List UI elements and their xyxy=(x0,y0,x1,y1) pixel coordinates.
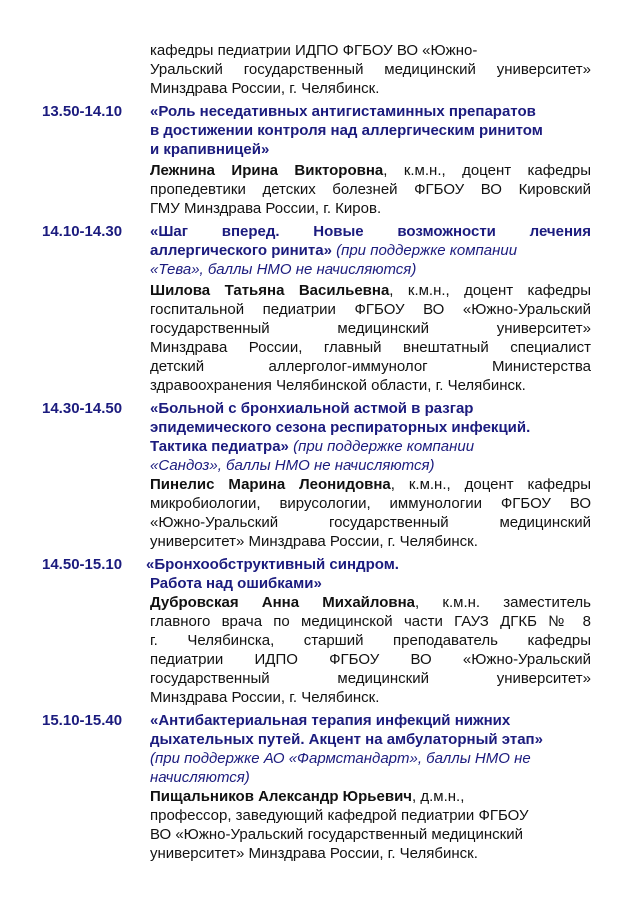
text-line xyxy=(150,376,591,395)
time-slot: 13.50-14.10 xyxy=(42,103,123,120)
text-line xyxy=(150,730,591,749)
speaker-details: кафедры педиатрии ИДПО ФГБОУ ВО «Южно- xyxy=(150,42,478,59)
talk-title: эпидемического сезона респираторных инфекций. xyxy=(150,419,531,436)
speaker-details: государственный медицинский университет» xyxy=(150,670,591,687)
text-line xyxy=(150,711,591,730)
speaker-details: университет» Минздрава России, г. Челябинск. xyxy=(150,533,478,550)
talk-title: дыхательных путей. Акцент на амбулаторный этап» xyxy=(150,731,543,748)
text-line xyxy=(150,825,591,844)
time-slot: 14.10-14.30 xyxy=(42,223,123,240)
speaker-details: профессор, заведующий кафедрой педиатрии ФГБОУ xyxy=(150,807,529,824)
text-line xyxy=(150,41,591,60)
text-line xyxy=(150,669,591,688)
text-line xyxy=(150,319,591,338)
text-line xyxy=(150,260,591,279)
speaker-details: пропедевтики детских болезней ФГБОУ ВО Кировский xyxy=(150,181,591,198)
speaker-details: , к.м.н., доцент кафедры xyxy=(383,162,591,179)
speaker-details: Минздрава России, г. Челябинск. xyxy=(150,80,380,97)
speaker-details: , к.м.н. заместитель xyxy=(415,594,591,611)
text-line xyxy=(150,338,591,357)
text-line xyxy=(150,300,591,319)
speaker-name: Шилова Татьяна Васильевна xyxy=(150,282,390,299)
speaker-details: Минздрава России, главный внештатный специалист xyxy=(150,339,591,356)
text-line xyxy=(150,79,591,98)
talk-title: «Антибактериальная терапия инфекций нижних xyxy=(150,712,511,729)
talk-title: «Шаг вперед. Новые возможности лечения xyxy=(150,223,591,240)
speaker-details: госпитальной педиатрии ФГБОУ ВО «Южно-Уральский xyxy=(150,301,591,318)
speaker-details: , д.м.н., xyxy=(412,788,465,805)
sponsor-note: «Сандоз», баллы НМО не начисляются) xyxy=(150,457,435,474)
talk-title: аллергического ринита» xyxy=(150,242,337,259)
text-line xyxy=(150,281,591,300)
text-line xyxy=(146,555,591,574)
text-line xyxy=(150,399,591,418)
speaker-details: государственный медицинский университет» xyxy=(150,320,591,337)
time-slot: 15.10-15.40 xyxy=(42,712,123,729)
text-line xyxy=(150,437,591,456)
sponsor-note: начисляются) xyxy=(150,769,250,786)
speaker-details: микробиологии, вирусологии, иммунологии ФГБОУ ВО xyxy=(150,495,591,512)
text-line xyxy=(150,513,591,532)
sponsor-note: (при поддержке компании xyxy=(336,242,518,259)
text-line xyxy=(150,102,591,121)
talk-title: «Роль неседативных антигистаминных препаратов xyxy=(150,103,536,120)
text-line xyxy=(150,574,591,593)
speaker-details: Уральский государственный медицинский университет» xyxy=(150,61,591,78)
text-line xyxy=(150,140,591,159)
time-slot: 14.30-14.50 xyxy=(42,400,123,417)
text-line xyxy=(150,121,591,140)
text-line xyxy=(150,418,591,437)
talk-title: Работа над ошибками» xyxy=(150,575,322,592)
speaker-details: ВО «Южно-Уральский государственный медицинский xyxy=(150,826,523,843)
text-line xyxy=(150,768,591,787)
speaker-name: Лежнина Ирина Викторовна xyxy=(150,162,384,179)
speaker-details: университет» Минздрава России, г. Челябинск. xyxy=(150,845,478,862)
continued-speaker-block xyxy=(0,41,635,98)
text-line xyxy=(150,787,591,806)
speaker-details: , к.м.н., доцент кафедры xyxy=(390,476,591,493)
speaker-details: Минздрава России, г. Челябинск. xyxy=(150,689,380,706)
speaker-details: , к.м.н., доцент кафедры xyxy=(389,282,591,299)
text-line xyxy=(150,650,591,669)
text-line xyxy=(150,749,591,768)
speaker-name: Пинелис Марина Леонидовна xyxy=(150,476,391,493)
speaker-details: детский аллерголог-иммунолог Министерства xyxy=(150,358,591,375)
text-line xyxy=(150,456,591,475)
speaker-details: «Южно-Уральский государственный медицинский xyxy=(150,514,591,531)
sponsor-note: (при поддержке АО «Фармстандарт», баллы НМО не xyxy=(150,750,531,767)
schedule-item xyxy=(0,399,635,551)
text-line xyxy=(150,631,591,650)
speaker-details: главного врача по медицинской части ГАУЗ ДГКБ № 8 xyxy=(150,613,591,630)
sponsor-note: «Тева», баллы НМО не начисляются) xyxy=(150,261,417,278)
text-line xyxy=(150,199,591,218)
schedule-item xyxy=(0,102,635,218)
text-line xyxy=(150,612,591,631)
talk-title: Тактика педиатра» xyxy=(150,438,294,455)
schedule-item xyxy=(0,711,635,863)
text-line xyxy=(150,806,591,825)
text-line xyxy=(150,688,591,707)
text-line xyxy=(150,161,591,180)
schedule-item xyxy=(0,222,635,395)
text-line xyxy=(150,475,591,494)
text-line xyxy=(150,241,591,260)
talk-title: и крапивницей» xyxy=(150,141,270,158)
talk-title: в достижении контроля над аллергическим ринитом xyxy=(150,122,543,139)
speaker-details: здравоохранения Челябинской области, г. Челябинск. xyxy=(150,377,526,394)
text-line xyxy=(150,222,591,241)
time-slot: 14.50-15.10 xyxy=(42,556,123,573)
speaker-name: Дубровская Анна Михайловна xyxy=(150,594,416,611)
speaker-details: ГМУ Минздрава России, г. Киров. xyxy=(150,200,382,217)
text-line xyxy=(150,593,591,612)
text-line xyxy=(150,60,591,79)
program-schedule xyxy=(0,41,635,863)
text-line xyxy=(150,532,591,551)
talk-title: «Бронхообструктивный синдром. xyxy=(146,556,399,573)
schedule-item xyxy=(0,555,635,707)
speaker-details: г. Челябинска, старший преподаватель кафедры xyxy=(150,632,591,649)
text-line xyxy=(150,357,591,376)
text-line xyxy=(150,180,591,199)
speaker-details: педиатрии ИДПО ФГБОУ ВО «Южно-Уральский xyxy=(150,651,591,668)
text-line xyxy=(150,494,591,513)
talk-title: «Больной с бронхиальной астмой в разгар xyxy=(150,400,474,417)
sponsor-note: (при поддержке компании xyxy=(293,438,475,455)
text-line xyxy=(150,844,591,863)
speaker-name: Пищальников Александр Юрьевич xyxy=(150,788,413,805)
